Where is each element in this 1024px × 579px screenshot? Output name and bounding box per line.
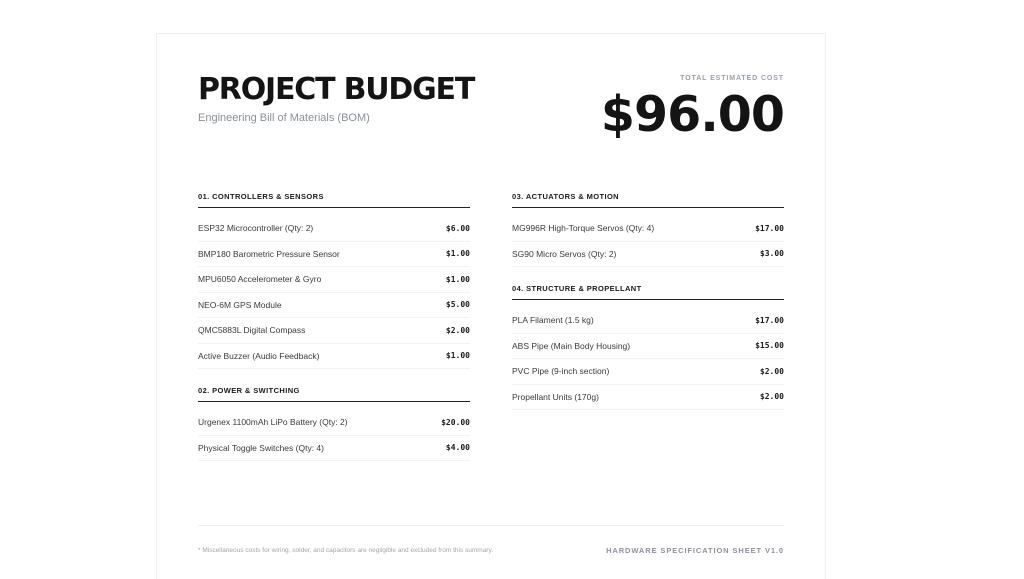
section-controllers [198,192,470,369]
item-name: NEO-6M GPS Module [198,299,282,310]
item-name: SG90 Micro Servos (Qty: 2) [512,248,617,259]
item-price: $1.00 [445,274,470,284]
item-list [198,216,470,369]
item-name: MPU6050 Accelerometer & Gyro [198,274,322,285]
item-name: PVC Pipe (9-inch section) [512,366,610,377]
left-column [198,192,470,478]
line-item [512,385,784,411]
line-item [198,242,470,268]
line-item [512,359,784,385]
line-item [512,242,784,268]
item-price: $17.00 [755,223,784,233]
item-price: $2.00 [759,366,784,376]
line-item [198,293,470,319]
sheet-version-label: HARDWARE SPECIFICATION SHEET V1.0 [606,546,784,555]
page-subtitle: Engineering Bill of Materials (BOM) [198,112,370,124]
total-cost-value: $96.00 [600,86,784,143]
section-heading: 02. POWER & SWITCHING [198,386,470,402]
item-price: $2.00 [445,325,470,335]
item-name: PLA Filament (1.5 kg) [512,315,594,326]
page-title: PROJECT BUDGET [198,72,475,107]
line-item [512,334,784,360]
item-price: $4.00 [445,443,470,453]
footnote: * Miscellaneous costs for wiring, solder, and capacitors are negligible and excluded from this summary. [198,547,494,554]
item-name: MG996R High-Torque Servos (Qty: 4) [512,223,655,234]
item-list [512,216,784,267]
line-item [198,436,470,462]
item-list [512,308,784,410]
item-price: $20.00 [441,417,470,427]
line-item [512,216,784,242]
item-price: $6.00 [445,223,470,233]
section-structure [512,284,784,410]
item-price: $1.00 [445,351,470,361]
item-price: $5.00 [445,300,470,310]
right-column [512,192,784,427]
item-price: $15.00 [755,341,784,351]
line-item [198,344,470,370]
item-price: $2.00 [759,392,784,402]
total-cost-label: TOTAL ESTIMATED COST [680,75,784,82]
item-name: ESP32 Microcontroller (Qty: 2) [198,223,314,234]
item-name: ABS Pipe (Main Body Housing) [512,340,631,351]
line-item [198,216,470,242]
item-name: BMP180 Barometric Pressure Sensor [198,248,340,259]
item-list [198,410,470,461]
footer-divider [198,525,784,526]
section-power [198,386,470,461]
line-item [198,318,470,344]
item-name: Urgenex 1100mAh LiPo Battery (Qty: 2) [198,417,348,428]
item-name: Propellant Units (170g) [512,391,599,402]
item-price: $17.00 [755,315,784,325]
line-item [512,308,784,334]
section-heading: 01. CONTROLLERS & SENSORS [198,192,470,208]
line-item [198,267,470,293]
item-name: Physical Toggle Switches (Qty: 4) [198,442,324,453]
section-heading: 03. ACTUATORS & MOTION [512,192,784,208]
section-actuators [512,192,784,267]
item-price: $3.00 [759,249,784,259]
section-heading: 04. STRUCTURE & PROPELLANT [512,284,784,300]
item-name: Active Buzzer (Audio Feedback) [198,350,320,361]
line-item [198,410,470,436]
item-name: QMC5883L Digital Compass [198,325,306,336]
item-price: $1.00 [445,249,470,259]
